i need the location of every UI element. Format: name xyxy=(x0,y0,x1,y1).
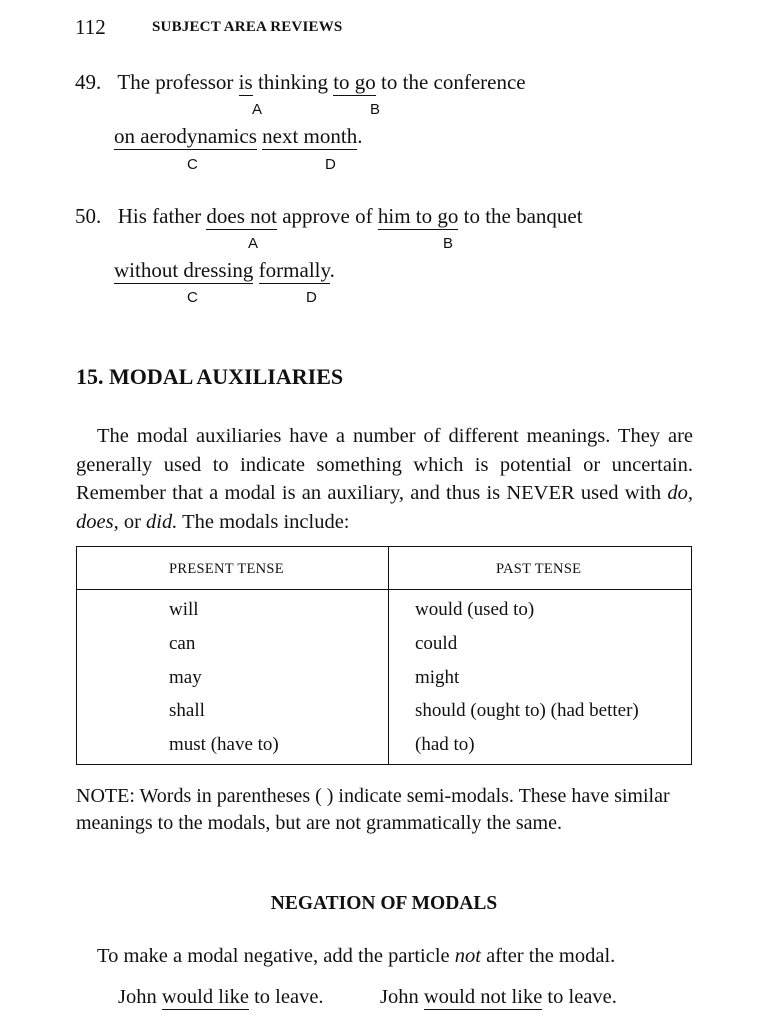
table-cell: may xyxy=(169,667,202,688)
modals-table xyxy=(76,546,692,765)
subsection-title: NEGATION OF MODALS xyxy=(270,893,498,914)
question-number: 50. xyxy=(75,204,102,228)
option-letter-c: C xyxy=(187,289,198,306)
table-cell: might xyxy=(415,667,460,688)
table-cell: would (used to) xyxy=(415,599,535,620)
column-header-past: PAST TENSE xyxy=(496,561,582,577)
underlined-option-c: on aerodynamics xyxy=(114,124,257,148)
question-49-line-2: on aerodynamics next month. xyxy=(114,124,363,148)
intro-paragraph: The modal auxiliaries have a number of different meanings. They are generally used to indicate something which is potential or uncertain. Remember that a modal is an auxiliary, and thus is NEVER used with do, does, or did. The modals include: xyxy=(76,425,693,533)
question-50-line-2: without dressing formally. xyxy=(114,258,335,282)
underlined-option-a: does not xyxy=(206,204,277,228)
option-letter-d: D xyxy=(325,156,336,173)
section-title: 15. MODAL AUXILIARIES xyxy=(76,364,344,389)
page-number: 112 xyxy=(75,15,106,39)
table-cell: shall xyxy=(169,700,205,721)
option-letter-a: A xyxy=(252,101,263,118)
note-paragraph: NOTE: Words in parentheses ( ) indicate semi-modals. These have similar meanings to the modals, but are not grammatically the same. xyxy=(76,785,670,834)
note-label: NOTE: xyxy=(76,785,135,807)
table-cell: should (ought to) (had better) xyxy=(415,700,639,721)
underlined-option-c: without dressing xyxy=(114,258,254,282)
question-50-line-1: 50. His father does not approve of him to go to the banquet xyxy=(75,204,583,228)
option-letter-a: A xyxy=(248,235,259,252)
running-header: SUBJECT AREA REVIEWS xyxy=(152,19,343,35)
underlined-option-d: formally xyxy=(258,258,330,282)
option-letter-b: B xyxy=(370,101,381,118)
option-letter-b: B xyxy=(443,235,454,252)
option-letter-d: D xyxy=(306,289,317,306)
option-letter-c: C xyxy=(187,156,198,173)
table-cell: can xyxy=(169,633,196,654)
table-cell: (had to) xyxy=(415,734,475,755)
underlined-option-a: is xyxy=(238,70,253,94)
underlined-option-b: him to go xyxy=(377,204,459,228)
example-affirmative: John would like to leave. xyxy=(118,986,324,1008)
table-cell: could xyxy=(415,633,458,654)
example-negative: John would not like to leave. xyxy=(380,986,617,1008)
column-header-present: PRESENT TENSE xyxy=(169,561,284,577)
table-cell: must (have to) xyxy=(169,734,279,755)
question-49-line-1: 49. The professor is thinking to go to the conference xyxy=(75,70,526,94)
question-number: 49. xyxy=(75,70,102,94)
negation-rule: To make a modal negative, add the particle not after the modal. xyxy=(97,945,616,967)
table-cell: will xyxy=(169,599,199,620)
underlined-option-d: next month xyxy=(262,124,358,148)
underlined-option-b: to go xyxy=(333,70,376,94)
